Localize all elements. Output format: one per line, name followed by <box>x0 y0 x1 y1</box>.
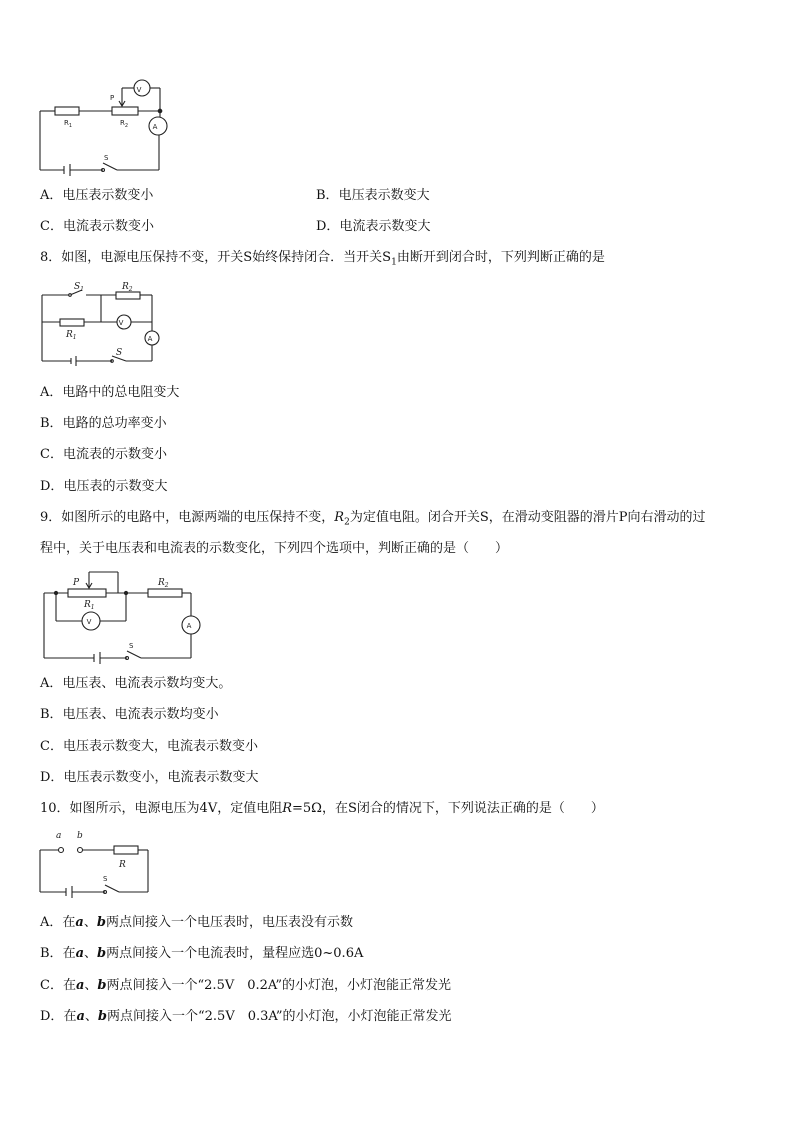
label-r2: $R_2$ <box>122 282 133 293</box>
meter-label-v: V <box>118 319 124 327</box>
q8-option-a[interactable]: A．电路中的总电阻变大 <box>40 385 180 400</box>
q10-option-b[interactable]: B．在a、b两点间接入一个电流表时，量程应选0~0.6A <box>40 946 364 961</box>
terminal-b <box>78 848 83 853</box>
q7-option-d[interactable]: D．电流表示数变大 <box>316 219 431 234</box>
label-s: S <box>104 154 109 162</box>
switch-s <box>105 885 119 892</box>
label-s1: $S_1$ <box>74 282 84 293</box>
label-s: S <box>116 348 123 358</box>
q10-option-a[interactable]: A．在a、b两点间接入一个电压表时，电压表没有示数 <box>40 915 353 930</box>
q9-option-b[interactable]: B．电压表、电流表示数均变小 <box>40 707 219 722</box>
label-p: P <box>73 578 80 588</box>
q10-option-c[interactable]: C．在a、b两点间接入一个“2.5V 0.2A”的小灯泡，小灯泡能正常发光 <box>40 978 452 993</box>
meter-label-a: A <box>186 622 192 630</box>
label-r2: $R_2$ <box>158 578 169 589</box>
q7-option-b[interactable]: B．电压表示数变大 <box>316 188 430 203</box>
terminal-a <box>59 848 64 853</box>
q9-stem-line2: 程中，关于电压表和电流表的示数变化，下列四个选项中，判断正确的是（ ） <box>40 541 509 556</box>
label-a: a <box>56 831 62 841</box>
meter-label-a: A <box>152 123 158 131</box>
label-r: R <box>119 860 126 870</box>
q7-option-a[interactable]: A．电压表示数变小 <box>40 188 154 203</box>
q8-stem: 8．如图，电源电压保持不变，开关S始终保持闭合．当开关$S_1$由断开到闭合时，下列判断正确的是 <box>40 250 605 268</box>
resistor-r <box>114 846 138 854</box>
meter-label-v: V <box>136 86 142 94</box>
q7-option-c[interactable]: C．电流表示数变小 <box>40 219 154 234</box>
q8-option-c[interactable]: C．电流表的示数变小 <box>40 447 167 462</box>
label-b: b <box>77 831 83 841</box>
label-r2: $R_2$ <box>120 119 129 129</box>
q8-option-d[interactable]: D．电压表的示数变大 <box>40 479 168 494</box>
q8-option-b[interactable]: B．电路的总功率变小 <box>40 416 167 431</box>
q10-stem: 10．如图所示，电源电压为4V，定值电阻R=5Ω，在S闭合的情况下，下列说法正确的是（ ） <box>40 801 604 816</box>
q9-option-d[interactable]: D．电压表示数变小，电流表示数变大 <box>40 770 259 785</box>
label-s: S <box>103 875 108 883</box>
label-p: P <box>110 94 115 102</box>
label-s: S <box>129 642 134 650</box>
q9-stem-line1: 9．如图所示的电路中，电源两端的电压保持不变，$R_2$为定值电阻。闭合开关S，在滑动变阻器的滑片P向右滑动的过 <box>40 510 706 528</box>
q10-option-d[interactable]: D．在a、b两点间接入一个“2.5V 0.3A”的小灯泡，小灯泡能正常发光 <box>40 1009 452 1024</box>
label-r1: $R_1$ <box>84 600 95 611</box>
q9-option-a[interactable]: A．电压表、电流表示数均变大。 <box>40 676 232 691</box>
q9-option-c[interactable]: C．电压表示数变大，电流表示数变小 <box>40 739 258 754</box>
label-r1: $R_1$ <box>66 330 77 341</box>
meter-label-a: A <box>147 335 153 343</box>
label-r1: $R_1$ <box>64 119 73 129</box>
meter-label-v: V <box>86 618 92 626</box>
